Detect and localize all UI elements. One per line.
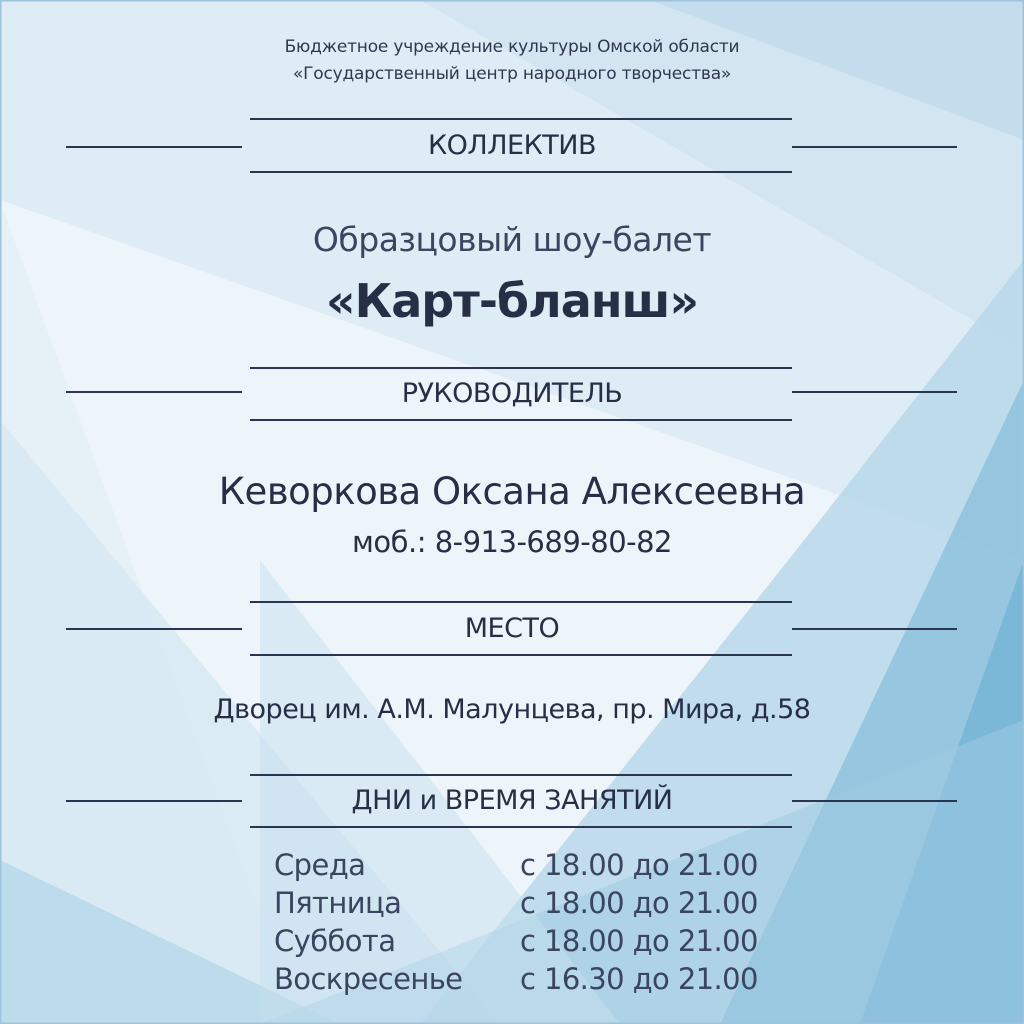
schedule-time: с 16.30 до 21.00: [520, 962, 758, 996]
schedule-time: с 18.00 до 21.00: [520, 924, 758, 958]
schedule-row: [274, 922, 774, 960]
divider-bottom: [250, 171, 792, 173]
divider-top: [250, 367, 792, 369]
schedule-row: [274, 960, 774, 998]
schedule-day: Воскресенье: [274, 962, 463, 996]
schedule-day: Суббота: [274, 924, 396, 958]
schedule-day: Среда: [274, 848, 366, 882]
schedule-day: Пятница: [274, 886, 402, 920]
section-label-place: МЕСТО: [464, 613, 560, 644]
divider-bottom: [250, 419, 792, 421]
group-name: «Карт-бланш»: [325, 274, 699, 328]
organization-center: «Государственный центр народного творчества»: [292, 64, 732, 84]
organization-name: Бюджетное учреждение культуры Омской области: [284, 37, 740, 57]
divider-top: [250, 601, 792, 603]
schedule-list: [274, 846, 774, 998]
divider-top: [250, 118, 792, 120]
organization-header: [0, 34, 1024, 88]
place-address: Дворец им. А.М. Малунцева, пр. Мира, д.58: [213, 694, 811, 725]
section-label-leader: РУКОВОДИТЕЛЬ: [401, 378, 623, 409]
divider-bottom: [250, 654, 792, 656]
divider-top: [250, 774, 792, 776]
schedule-row: [274, 846, 774, 884]
schedule-row: [274, 884, 774, 922]
section-label-group: КОЛЛЕКТИВ: [428, 130, 596, 161]
leader-name: Кеворкова Оксана Алексеевна: [218, 470, 806, 513]
divider-bottom: [250, 826, 792, 828]
leader-phone: моб.: 8-913-689-80-82: [351, 525, 673, 559]
schedule-time: с 18.00 до 21.00: [520, 886, 758, 920]
schedule-time: с 18.00 до 21.00: [520, 848, 758, 882]
group-type: Образцовый шоу-балет: [312, 220, 712, 259]
section-label-schedule: ДНИ и ВРЕМЯ ЗАНЯТИЙ: [351, 785, 673, 816]
